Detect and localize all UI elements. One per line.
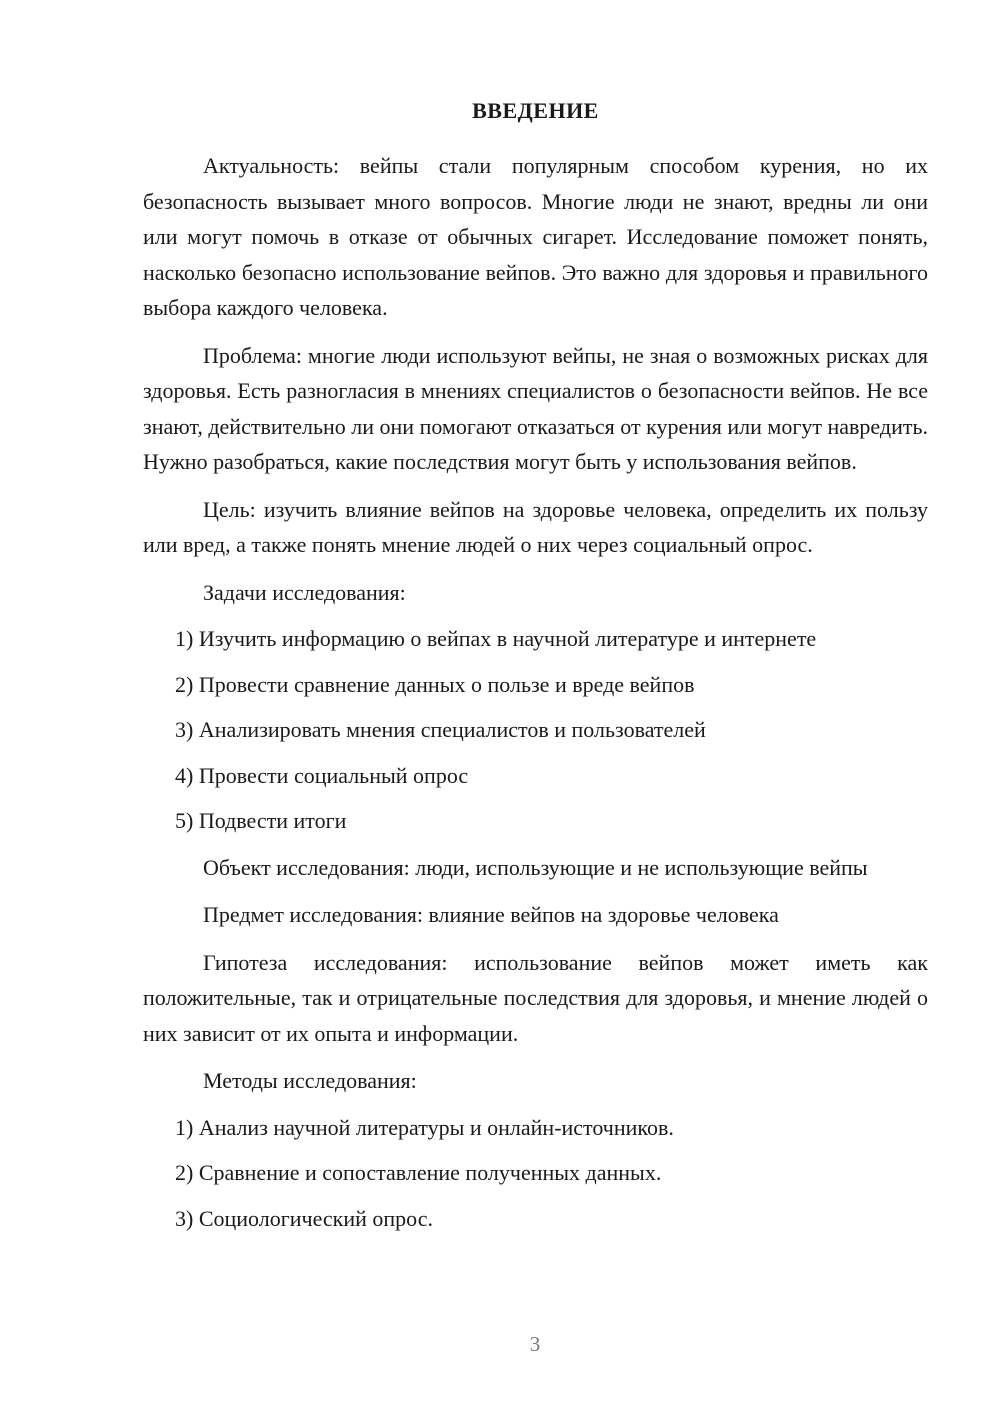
tasks-heading: Задачи исследования: xyxy=(203,579,406,605)
problem-paragraph: Проблема: многие люди используют вейпы, не зная о возможных рисках для здоровья. Есть разногласия в мнениях специалистов о безопасности вейпов. Не все знают, действительно ли они помогают отказаться от курения или могут навредить. Нужно разобраться, какие последствия могут быть у использования вейпов. xyxy=(143,342,928,474)
list-item: 3) Анализировать мнения специалистов и пользователей xyxy=(175,717,706,742)
page-number: 3 xyxy=(529,1332,541,1356)
relevance-paragraph: Актуальность: вейпы стали популярным способом курения, но их безопасность вызывает много вопросов. Многие люди не знают, вредны ли они или могут помочь в отказе от обычных сигарет. Исследование поможет понять, насколько безопасно использование вейпов. Это важно для здоровья и правильного выбора каждого человека. xyxy=(143,153,928,320)
list-item: 1) Изучить информацию о вейпах в научной литературе и интернете xyxy=(175,626,817,651)
list-item: 3) Социологический опрос. xyxy=(175,1205,433,1231)
goal-paragraph: Цель: изучить влияние вейпов на здоровье человека, определить их пользу или вред, а также понять мнение людей о них через социальный опрос. xyxy=(143,496,928,557)
methods-heading: Методы исследования: xyxy=(203,1068,417,1093)
section-title: ВВЕДЕНИЕ xyxy=(472,98,599,123)
list-item: 2) Сравнение и сопоставление полученных данных. xyxy=(175,1160,662,1185)
list-item: 5) Подвести итоги xyxy=(175,808,347,833)
list-item: 2) Провести сравнение данных о пользе и вреде вейпов xyxy=(175,671,695,697)
hypothesis-paragraph: Гипотеза исследования: использование вейпов может иметь как положительные, так и отрицательные последствия для здоровья, и мнение людей о них зависит от их опыта и информации. xyxy=(143,949,928,1046)
methods-list xyxy=(143,1111,928,1235)
tasks-list xyxy=(143,622,928,837)
document-page xyxy=(143,96,928,1247)
object-paragraph: Объект исследования: люди, использующие и не использующие вейпы xyxy=(203,854,868,880)
list-item: 4) Провести социальный опрос xyxy=(175,762,469,788)
subject-paragraph: Предмет исследования: влияние вейпов на здоровье человека xyxy=(203,902,779,927)
list-item: 1) Анализ научной литературы и онлайн-источников. xyxy=(175,1114,674,1140)
